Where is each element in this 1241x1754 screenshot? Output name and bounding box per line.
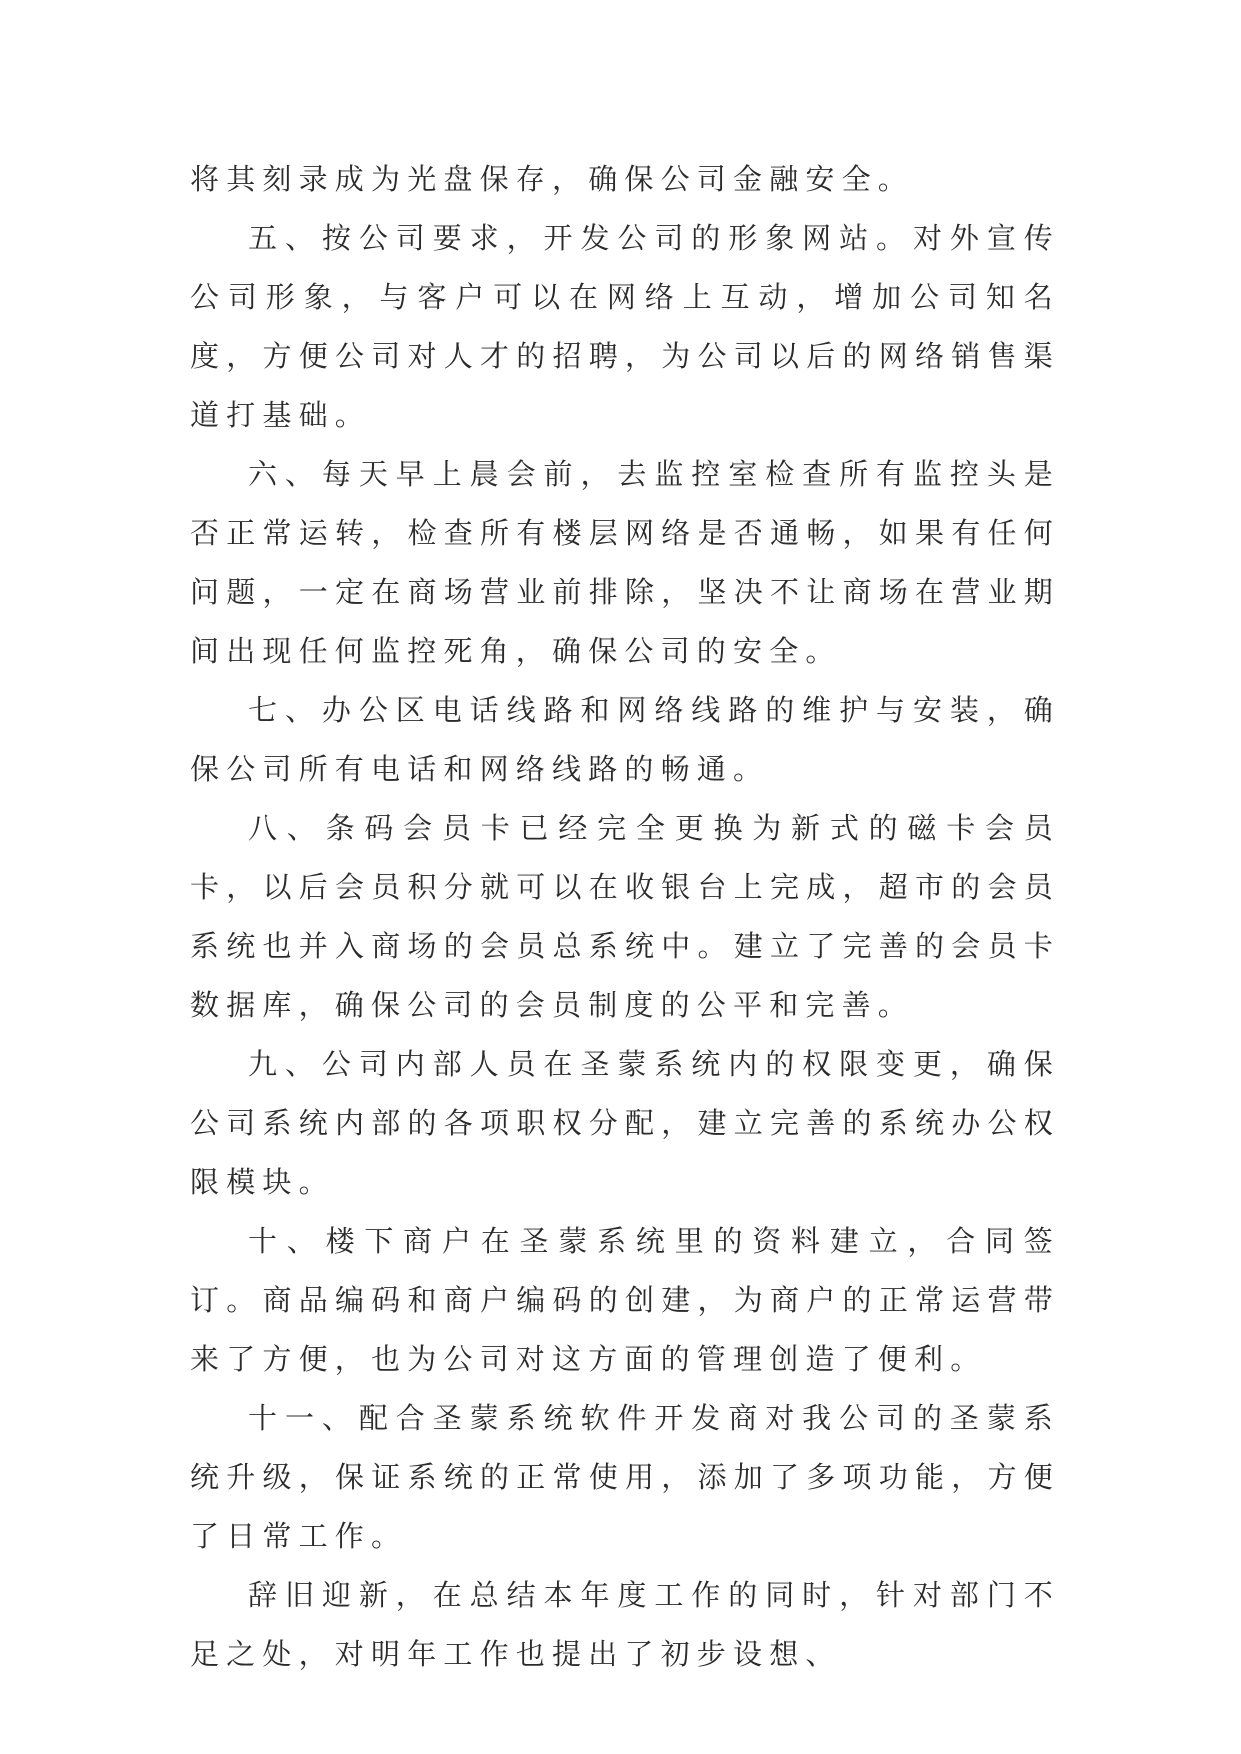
paragraph-item-9: 九、公司内部人员在圣蒙系统内的权限变更，确保公司系统内部的各项职权分配，建立完善的系统办公权限模块。 [190, 1047, 1060, 1199]
paragraph-item-5: 五、按公司要求，开发公司的形象网站。对外宣传公司形象，与客户可以在网络上互动，增加公司知名度，方便公司对人才的招聘，为公司以后的网络销售渠道打基础。 [190, 221, 1060, 432]
paragraph-closing: 辞旧迎新，在总结本年度工作的同时，针对部门不足之处，对明年工作也提出了初步设想、 [190, 1578, 1060, 1671]
paragraph-item-8: 八、条码会员卡已经完全更换为新式的磁卡会员卡，以后会员积分就可以在收银台上完成，超市的会员系统也并入商场的会员总系统中。建立了完善的会员卡数据库，确保公司的会员制度的公平和完善。 [190, 811, 1060, 1022]
paragraph-item-10: 十、楼下商户在圣蒙系统里的资料建立，合同签订。商品编码和商户编码的创建，为商户的正常运营带来了方便，也为公司对这方面的管理创造了便利。 [190, 1224, 1060, 1376]
paragraph-item-7: 七、办公区电话线路和网络线路的维护与安装，确保公司所有电话和网络线路的畅通。 [190, 693, 1060, 786]
document-body [190, 150, 1060, 1684]
paragraph-item-11: 十一、配合圣蒙系统软件开发商对我公司的圣蒙系统升级，保证系统的正常使用，添加了多项功能，方便了日常工作。 [190, 1401, 1060, 1553]
paragraph-continuation: 将其刻录成为光盘保存，确保公司金融安全。 [190, 162, 915, 196]
paragraph-item-6: 六、每天早上晨会前，去监控室检查所有监控头是否正常运转，检查所有楼层网络是否通畅，如果有任何问题，一定在商场营业前排除，坚决不让商场在营业期间出现任何监控死角，确保公司的安全。 [190, 457, 1060, 668]
